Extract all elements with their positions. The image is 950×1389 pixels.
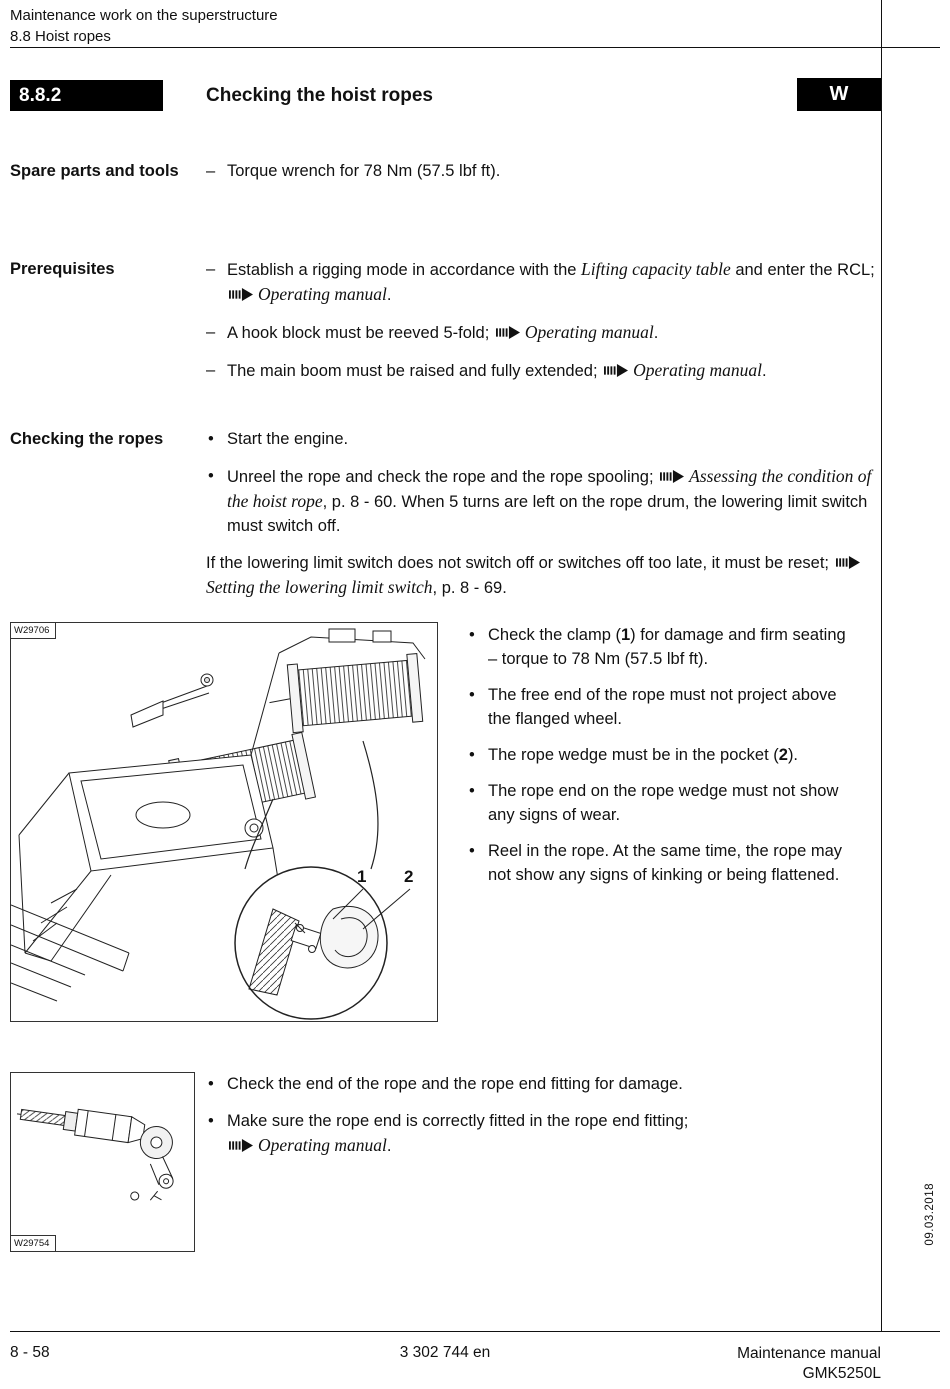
figure-w29706 <box>10 622 438 1022</box>
section-title: Checking the hoist ropes <box>206 85 433 106</box>
item-ref: Operating manual <box>633 360 762 380</box>
item-text: The free end of the rope must not project above the flanged wheel. <box>488 686 837 728</box>
winch-drawing <box>11 623 437 1021</box>
item-text: Start the engine. <box>227 430 349 448</box>
list-item <box>206 257 882 307</box>
label-checking-ropes: Checking the ropes <box>10 430 164 448</box>
item-ref: Operating manual <box>524 322 654 342</box>
item-text: ) for damage and firm seating – torque to 78 Nm (57.5 lbf ft). <box>488 626 846 668</box>
revision-badge: W <box>797 78 881 111</box>
cross-reference-icon <box>604 364 628 377</box>
item-ref: Operating manual <box>258 1135 387 1155</box>
header-rule <box>10 47 940 48</box>
footer-manual-info <box>0 1344 881 1384</box>
item-text: . <box>386 1137 392 1155</box>
footer-page-number: 8 - 58 <box>10 1344 50 1361</box>
list-item <box>206 320 882 345</box>
rope-end-fitting-drawing <box>11 1073 194 1251</box>
item-text: Reel in the rope. At the same time, the rope may not show any signs of kinking or being flattened. <box>488 842 843 884</box>
figure2-bullets <box>206 1072 882 1158</box>
figure-w29754 <box>10 1072 195 1252</box>
item-text: A hook block must be reeved 5-fold; <box>227 324 494 342</box>
footer-model: GMK5250L <box>802 1365 881 1382</box>
figure-label: W29706 <box>11 623 56 639</box>
item-text: The main boom must be raised and fully extended; <box>227 362 603 380</box>
cross-reference-icon <box>836 556 860 569</box>
footer-rule <box>10 1331 940 1332</box>
item-text: Check the clamp ( <box>488 626 621 644</box>
item-ref: Operating manual <box>258 284 387 304</box>
item-italic: Lifting capacity table <box>581 259 731 279</box>
list-item <box>467 743 859 767</box>
item-text: Check the end of the rope and the rope end fitting for damage. <box>227 1075 683 1093</box>
figure1-bullets <box>467 623 859 899</box>
list-item <box>206 1109 882 1158</box>
cross-reference-icon <box>229 1139 253 1152</box>
note-paragraph <box>206 551 882 600</box>
header-chapter: Maintenance work on the superstructure <box>10 7 278 24</box>
list-item <box>206 159 882 183</box>
revision-date-vertical: 09.03.2018 <box>924 1183 936 1246</box>
figure-label: W29754 <box>11 1235 56 1251</box>
item-text: The rope end on the rope wedge must not show any signs of wear. <box>488 782 839 824</box>
item-text: If the lowering limit switch does not switch off or switches off too late, it must be reset; <box>206 554 834 572</box>
list-item <box>467 839 859 887</box>
item-text: Torque wrench for 78 Nm (57.5 lbf ft). <box>227 162 501 180</box>
callout-1: 1 <box>357 867 367 886</box>
cross-reference-icon <box>496 326 520 339</box>
page-header <box>10 5 278 47</box>
item-text: The rope wedge must be in the pocket ( <box>488 746 779 764</box>
list-item <box>206 464 882 538</box>
cross-reference-icon <box>660 470 684 483</box>
prerequisites-content <box>206 257 882 383</box>
item-text: . <box>761 362 767 380</box>
item-text: , p. 8 - 60. When 5 turns are left on the rope drum, the lowering limit switch must switch off. <box>227 493 868 535</box>
list-item <box>467 683 859 731</box>
callout-2: 2 <box>404 867 414 886</box>
spare-parts-content <box>206 159 882 183</box>
label-spare-parts: Spare parts and tools <box>10 162 179 180</box>
footer-doc-number: 3 302 744 en <box>399 1344 491 1361</box>
item-ref: Setting the lowering limit switch <box>206 577 433 597</box>
list-item <box>206 427 882 451</box>
item-text: . <box>653 324 659 342</box>
cross-reference-icon <box>229 288 253 301</box>
header-section: 8.8 Hoist ropes <box>10 28 111 45</box>
footer-manual-name: Maintenance manual <box>737 1345 881 1362</box>
callout-ref-bold: 2 <box>778 746 788 764</box>
item-text: Establish a rigging mode in accordance with the <box>227 261 582 279</box>
item-text: Make sure the rope end is correctly fitted in the rope end fitting; <box>227 1112 689 1130</box>
item-text: , p. 8 - 69. <box>432 579 507 597</box>
label-prerequisites: Prerequisites <box>10 260 115 278</box>
item-text: Unreel the rope and check the rope and the rope spooling; <box>227 468 659 486</box>
item-text: and enter the RCL; <box>730 261 875 279</box>
checking-content <box>206 427 882 600</box>
item-ref: Assessing the condition of the hoist rope <box>227 466 872 511</box>
item-text: . <box>386 286 392 304</box>
list-item <box>206 358 882 383</box>
section-number-box: 8.8.2 <box>10 80 163 111</box>
list-item <box>467 779 859 827</box>
list-item <box>206 1072 882 1096</box>
callout-ref-bold: 1 <box>620 626 631 644</box>
item-text: ). <box>787 746 799 764</box>
list-item <box>467 623 859 671</box>
